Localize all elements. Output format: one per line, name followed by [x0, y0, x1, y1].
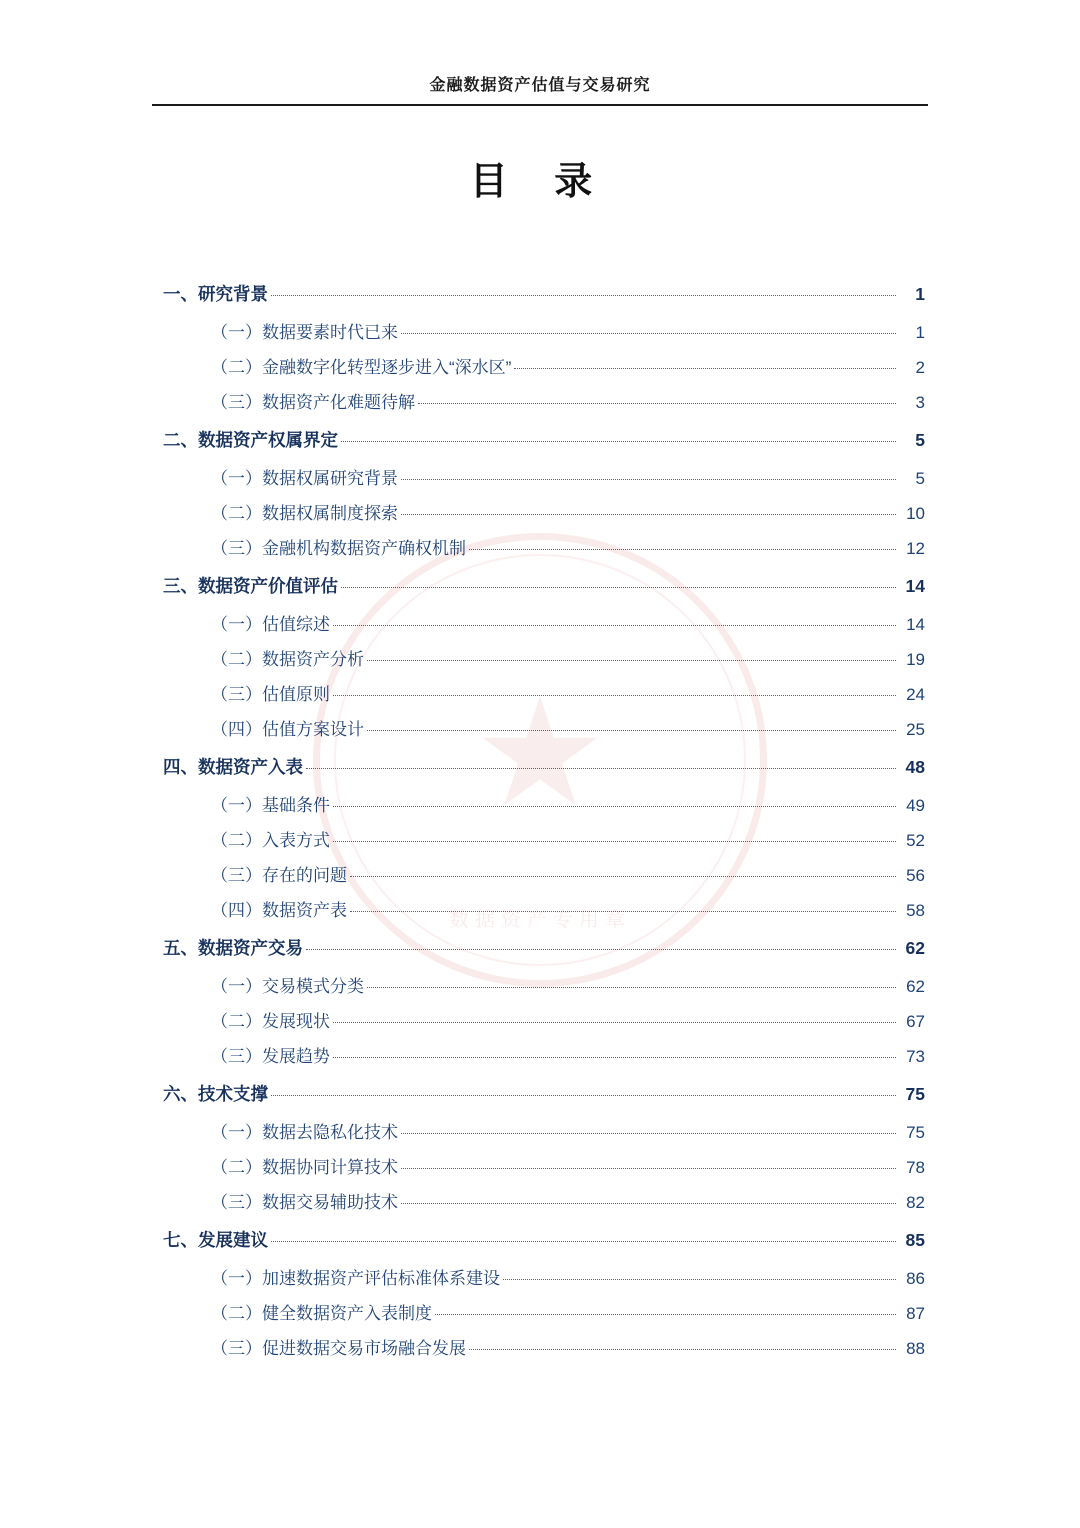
- toc-entry-label: （二）发展现状: [211, 1012, 330, 1031]
- toc-entry-label: 二、数据资产权属界定: [163, 430, 338, 450]
- toc-leader-dots: [401, 1133, 896, 1134]
- toc-entry-page-number: 75: [905, 1084, 925, 1104]
- toc-entry[interactable]: [155, 972, 925, 997]
- toc-leader-dots: [350, 876, 896, 877]
- toc-entry-label: （三）金融机构数据资产确权机制: [211, 539, 466, 558]
- toc-entry[interactable]: [155, 1264, 925, 1289]
- toc-entry[interactable]: [155, 935, 925, 960]
- toc-leader-dots: [469, 549, 896, 550]
- toc-entry-page-number: 5: [915, 469, 925, 488]
- page-header: [0, 0, 1080, 106]
- toc-leader-dots: [367, 660, 896, 661]
- toc-entry-page-number: 12: [906, 539, 925, 558]
- toc-leader-dots: [401, 333, 896, 334]
- toc-leader-dots: [401, 479, 896, 480]
- toc-entry-page-number: 1: [915, 284, 925, 304]
- toc-entry-label: （一）数据要素时代已来: [211, 323, 398, 342]
- toc-leader-dots: [333, 1022, 896, 1023]
- toc-entry-page-number: 19: [906, 650, 925, 669]
- toc-entry-page-number: 49: [906, 796, 925, 815]
- toc-entry[interactable]: [155, 499, 925, 524]
- toc-leader-dots: [435, 1314, 896, 1315]
- toc-entry-page-number: 82: [906, 1193, 925, 1212]
- toc-entry-page-number: 67: [906, 1012, 925, 1031]
- toc-entry-label: （一）数据去隐私化技术: [211, 1123, 398, 1142]
- toc-entry-label: 四、数据资产入表: [163, 757, 303, 777]
- toc-entry[interactable]: [155, 754, 925, 779]
- toc-entry[interactable]: [155, 1299, 925, 1324]
- toc-entry[interactable]: [155, 1118, 925, 1143]
- toc-entry-label: 一、研究背景: [163, 284, 268, 304]
- toc-entry-page-number: 14: [905, 576, 925, 596]
- toc-entry[interactable]: [155, 1188, 925, 1213]
- toc-entry-page-number: 78: [906, 1158, 925, 1177]
- toc-entry[interactable]: [155, 534, 925, 559]
- toc-entry[interactable]: [155, 861, 925, 886]
- toc-entry-label: （二）数据资产分析: [211, 650, 364, 669]
- seal-watermark-text: 数据资产专用章: [449, 909, 631, 931]
- toc-entry[interactable]: [155, 1334, 925, 1359]
- toc-entry-label: （二）金融数字化转型逐步进入“深水区”: [211, 358, 512, 377]
- toc-entry[interactable]: [155, 791, 925, 816]
- toc-entry-label: （二）入表方式: [211, 831, 330, 850]
- toc-entry-page-number: 25: [906, 720, 925, 739]
- toc-entry[interactable]: [155, 281, 925, 306]
- toc-leader-dots: [401, 1168, 896, 1169]
- toc-entry-page-number: 56: [906, 866, 925, 885]
- toc-entry-page-number: 85: [905, 1230, 925, 1250]
- toc-entry-label: （四）数据资产表: [211, 901, 347, 920]
- toc-leader-dots: [271, 1241, 896, 1242]
- toc-entry-label: （一）交易模式分类: [211, 977, 364, 996]
- toc-leader-dots: [306, 949, 896, 950]
- toc-entry-label: （二）数据协同计算技术: [211, 1158, 398, 1177]
- toc-entry[interactable]: [155, 427, 925, 452]
- toc-leader-dots: [469, 1349, 896, 1350]
- toc-entry-page-number: 48: [905, 757, 925, 777]
- toc-entry-page-number: 88: [906, 1339, 925, 1358]
- toc-leader-dots: [401, 514, 896, 515]
- toc-entry[interactable]: [155, 1227, 925, 1252]
- toc-entry-label: 三、数据资产价值评估: [163, 576, 338, 596]
- toc-leader-dots: [367, 730, 896, 731]
- toc-leader-dots: [341, 441, 896, 442]
- toc-leader-dots: [367, 987, 896, 988]
- toc-entry[interactable]: [155, 1042, 925, 1067]
- toc-entry-page-number: 87: [906, 1304, 925, 1323]
- toc-leader-dots: [333, 806, 896, 807]
- toc-entry-label: （四）估值方案设计: [211, 720, 364, 739]
- toc-entry-label: （一）基础条件: [211, 796, 330, 815]
- toc-leader-dots: [341, 587, 896, 588]
- toc-entry-label: （三）促进数据交易市场融合发展: [211, 1339, 466, 1358]
- toc-entry-page-number: 3: [915, 393, 925, 412]
- toc-entry-label: （三）估值原则: [211, 685, 330, 704]
- toc-entry-page-number: 52: [906, 831, 925, 850]
- toc-entry[interactable]: [155, 1153, 925, 1178]
- toc-entry[interactable]: [155, 1007, 925, 1032]
- toc-leader-dots: [333, 1057, 896, 1058]
- toc-entry-page-number: 73: [906, 1047, 925, 1066]
- toc-entry-label: （三）存在的问题: [211, 866, 347, 885]
- star-icon: ★: [472, 668, 608, 837]
- toc-leader-dots: [271, 1095, 896, 1096]
- toc-leader-dots: [350, 911, 896, 912]
- toc-entry[interactable]: [155, 1081, 925, 1106]
- toc-entry-page-number: 1: [915, 323, 925, 342]
- toc-leader-dots: [333, 841, 896, 842]
- toc-entry-page-number: 62: [905, 938, 925, 958]
- toc-entry[interactable]: [155, 573, 925, 598]
- toc-leader-dots: [333, 625, 896, 626]
- toc-entry[interactable]: [155, 353, 925, 378]
- toc-entry-page-number: 75: [906, 1123, 925, 1142]
- toc-leader-dots: [503, 1279, 896, 1280]
- toc-entry[interactable]: [155, 896, 925, 921]
- toc-leader-dots: [401, 1203, 896, 1204]
- toc-entry-page-number: 62: [906, 977, 925, 996]
- toc-entry-page-number: 10: [906, 504, 925, 523]
- toc-entry-page-number: 58: [906, 901, 925, 920]
- toc-leader-dots: [418, 403, 896, 404]
- toc-entry[interactable]: [155, 610, 925, 635]
- toc-entry[interactable]: [155, 388, 925, 413]
- header-divider: [152, 104, 928, 106]
- toc-entry[interactable]: [155, 318, 925, 343]
- toc-entry-label: （一）加速数据资产评估标准体系建设: [211, 1269, 500, 1288]
- toc-entry-label: （二）健全数据资产入表制度: [211, 1304, 432, 1323]
- toc-entry[interactable]: [155, 826, 925, 851]
- toc-leader-dots: [306, 768, 896, 769]
- toc-entry-page-number: 5: [915, 430, 925, 450]
- toc-entry-label: （三）数据资产化难题待解: [211, 393, 415, 412]
- toc-entry-label: （三）数据交易辅助技术: [211, 1193, 398, 1212]
- toc-entry-label: （三）发展趋势: [211, 1047, 330, 1066]
- toc-leader-dots: [514, 368, 896, 369]
- toc-entry-label: 五、数据资产交易: [163, 938, 303, 958]
- toc-entry-page-number: 86: [906, 1269, 925, 1288]
- toc-entry-label: （一）数据权属研究背景: [211, 469, 398, 488]
- running-title: 金融数据资产估值与交易研究: [429, 77, 651, 94]
- page-title: 目 录: [469, 161, 611, 203]
- toc-entry-page-number: 2: [915, 358, 925, 377]
- toc-leader-dots: [333, 695, 896, 696]
- toc-entry[interactable]: [155, 715, 925, 740]
- table-of-contents: [155, 281, 925, 1359]
- toc-entry-page-number: 14: [906, 615, 925, 634]
- toc-entry-label: 七、发展建议: [163, 1230, 268, 1250]
- toc-entry[interactable]: [155, 680, 925, 705]
- toc-entry[interactable]: [155, 645, 925, 670]
- toc-entry[interactable]: [155, 464, 925, 489]
- toc-entry-page-number: 24: [906, 685, 925, 704]
- toc-entry-label: （二）数据权属制度探索: [211, 504, 398, 523]
- toc-entry-label: （一）估值综述: [211, 615, 330, 634]
- toc-entry-label: 六、技术支撑: [163, 1084, 268, 1104]
- toc-leader-dots: [271, 295, 896, 296]
